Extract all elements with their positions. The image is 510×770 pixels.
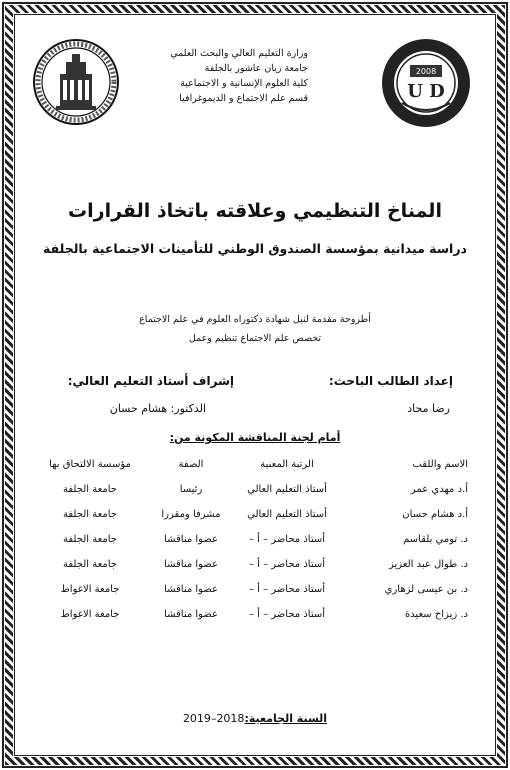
- seal-year: 2008: [415, 67, 437, 76]
- student-label: إعداد الطالب الباحث:: [328, 374, 453, 388]
- member-name: د. زيزاح سعيدة: [404, 609, 468, 620]
- member-name: أ.د هشام حسان: [402, 509, 468, 520]
- committee-title: [20, 431, 490, 444]
- university-seal-icon: [380, 37, 472, 129]
- degree-statement: أطروحة مقدمة لنيل شهادة دكتوراه العلوم في علم الاجتماع: [139, 314, 371, 325]
- header-role: الصفة: [178, 459, 204, 470]
- header-name: الاسم واللقب: [412, 459, 468, 470]
- member-rank: أستاذ محاضر – أ –: [248, 559, 326, 570]
- committee-title-text: أمام لجنة المناقشة المكونة من:: [169, 431, 341, 444]
- member-institution: جامعة الاغواط: [60, 609, 120, 620]
- ministry-line: وزارة التعليم العالي والبحث العلمي: [170, 48, 308, 59]
- member-rank: أستاذ محاضر – أ –: [248, 609, 326, 620]
- table-row: [30, 530, 480, 555]
- table-row: [30, 555, 480, 580]
- thesis-title: المناخ التنظيمي وعلاقته باتخاذ القرارات: [68, 200, 442, 222]
- member-rank: أستاذ محاضر – أ –: [248, 534, 326, 545]
- member-institution: جامعة الجلفة: [63, 559, 117, 570]
- member-institution: جامعة الاغواط: [60, 584, 120, 595]
- member-name: أ.د مهدي عمر: [410, 484, 468, 495]
- faculty-line: كلية العلوم الإنسانية و الاجتماعية: [180, 78, 308, 89]
- member-role: رئيسا: [179, 484, 203, 495]
- member-role: عضوا مناقشا: [164, 559, 218, 570]
- member-institution: جامعة الجلفة: [63, 534, 117, 545]
- table-row: [30, 580, 480, 605]
- table-row: [30, 480, 480, 505]
- institution-header: [118, 46, 308, 106]
- university-line: جامعة زيان عاشور بالجلفة: [204, 63, 308, 74]
- member-name: د. تومي بلقاسم: [403, 534, 468, 545]
- header-institution: مؤسسة الالتحاق بها: [49, 459, 131, 470]
- committee-header-row: [30, 455, 480, 480]
- table-row: [30, 605, 480, 630]
- member-name: د. بن عيسى لزهاري: [384, 584, 468, 595]
- supervisor-name: الدكتور: هشام حسان: [109, 402, 206, 415]
- member-role: عضوا مناقشا: [164, 584, 218, 595]
- academic-year-value: 2018–2019: [182, 712, 245, 725]
- department-line: قسم علم الاجتماع و الديموغرافيا: [179, 93, 308, 104]
- member-role: عضوا مناقشا: [164, 609, 218, 620]
- member-rank: أستاذ محاضر – أ –: [248, 584, 326, 595]
- student-name: رضا محاد: [407, 402, 450, 415]
- member-name: د. طوال عبد العزيز: [388, 559, 468, 570]
- thesis-subtitle: دراسة ميدانية بمؤسسة الصندوق الوطني للتأمينات الاجتماعية بالجلفة: [43, 241, 467, 256]
- member-role: مشرفا ومقررا: [161, 509, 221, 520]
- table-row: [30, 505, 480, 530]
- member-rank: أستاذ التعليم العالي: [247, 484, 327, 495]
- faculty-emblem-icon: [32, 38, 120, 126]
- specialization-line: تخصص علم الاجتماع تنظيم وعمل: [188, 333, 322, 344]
- seal-letters: U D: [407, 81, 445, 102]
- member-institution: جامعة الجلفة: [63, 484, 117, 495]
- header-rank: الرتبة المعنية: [260, 459, 314, 470]
- member-rank: أستاذ التعليم العالي: [247, 509, 327, 520]
- academic-year-label: السنة الجامعية:: [244, 712, 328, 725]
- supervisor-label: إشراف أستاذ التعليم العالي:: [67, 374, 234, 388]
- academic-year: [20, 712, 490, 725]
- member-institution: جامعة الجلفة: [63, 509, 117, 520]
- committee-table: [30, 455, 480, 630]
- member-role: عضوا مناقشا: [164, 534, 218, 545]
